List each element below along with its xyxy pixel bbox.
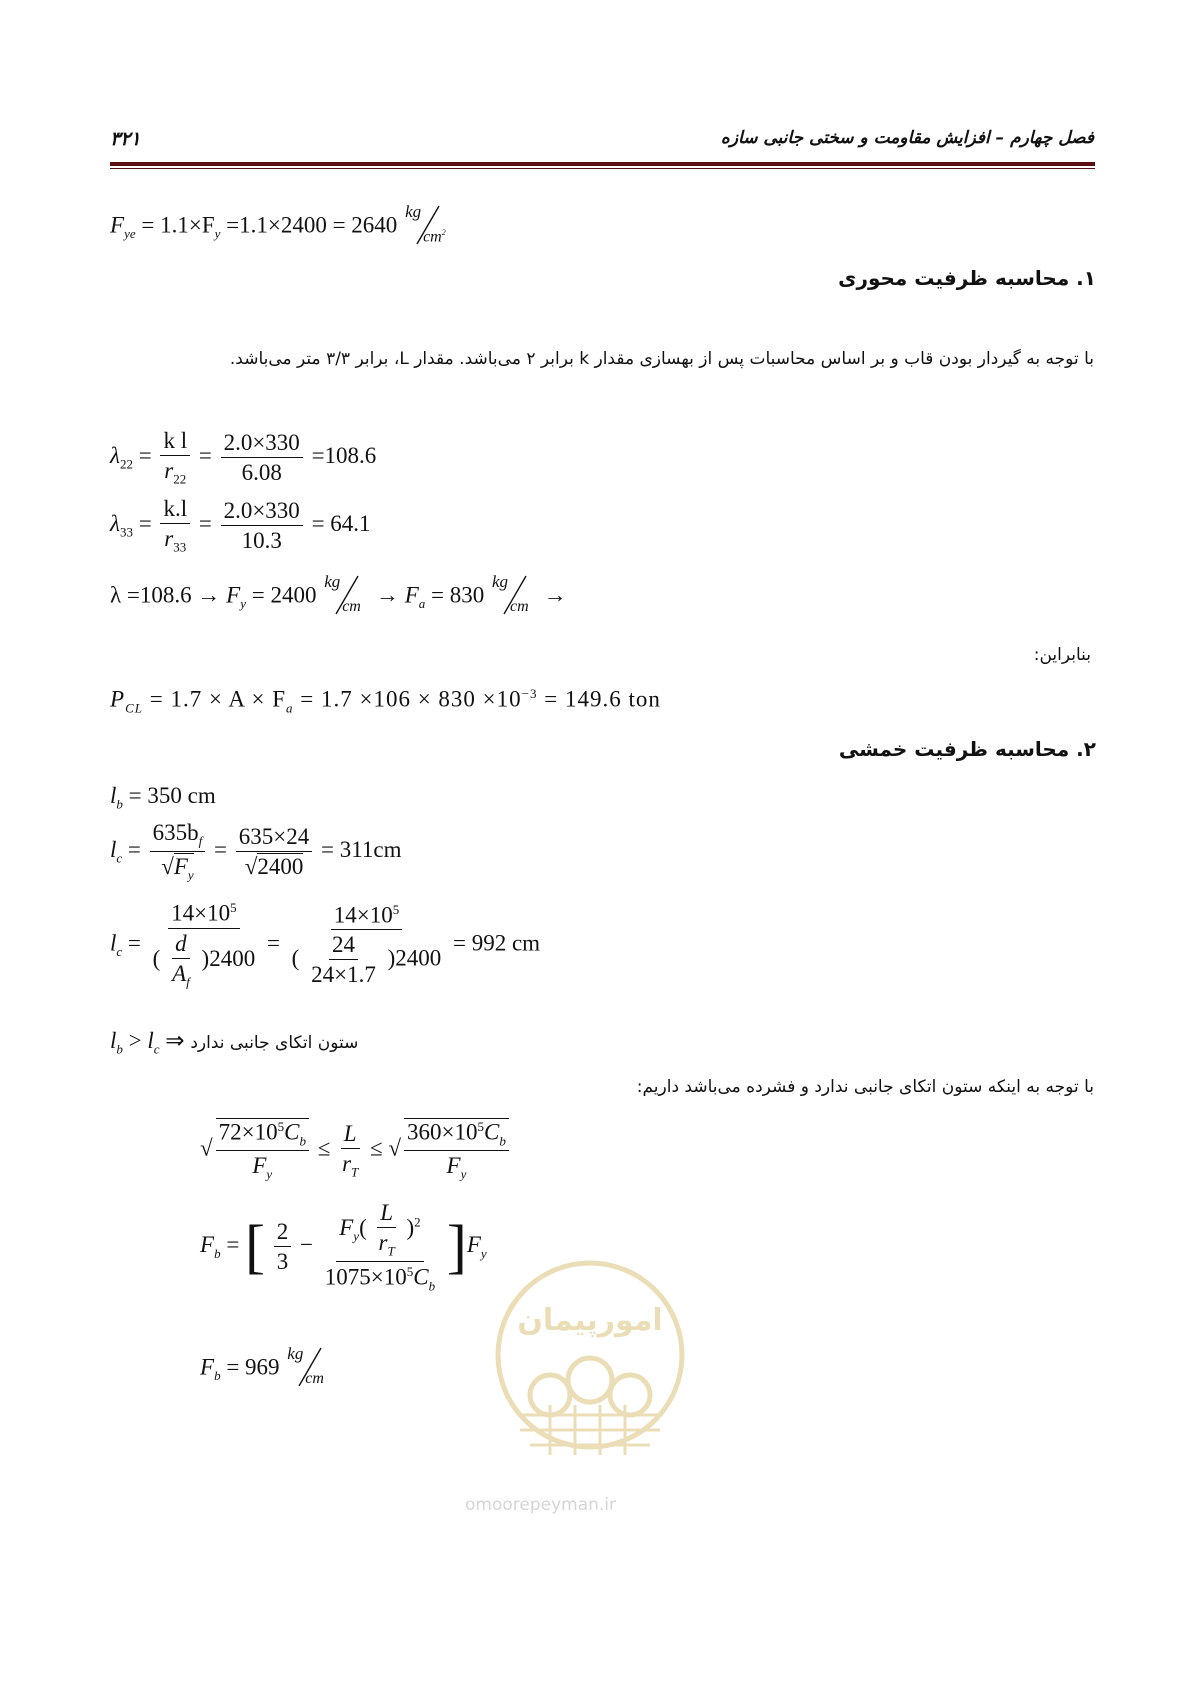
lambda22-equation: $\lambda_{22}$ = $\frac{\text{k l}}{r_{22}}$ = $\frac{2.0\times 330}{6.08}$ =108.6 <box>110 428 377 487</box>
no-bracing-text: ستون اتکای جانبی ندارد <box>190 1033 359 1053</box>
chapter-title: فصل چهارم – افزایش مقاومت و سختی جانبی سازه <box>720 128 1094 148</box>
lambda-chain-equation: $\lambda =108.6 \to F_y = 2400$ kg cm → $F_a = 830$ kg cm → <box>110 572 567 615</box>
pcl-equation: $P_{CL} = 1.7 \times A \times F_a = 1.7 \times 106 \times 830 \times 10^{-3} = 149.6$ ton <box>110 686 661 716</box>
therefore-label: بنابراین: <box>1033 645 1091 665</box>
header-rule <box>110 162 1095 166</box>
paragraph-compact: با توجه به اینکه ستون اتکای جانبی ندارد و فشرده می‌باشد داریم: <box>636 1077 1094 1097</box>
lc-equation-1: $l_c$ = $\frac{635b_f}{√F_y}$ = $\frac{635\times 24}{√2400}$ = 311cm <box>110 820 402 883</box>
lambda33-equation: $\lambda_{33}$ = $\frac{k.l}{r_{33}}$ = $\frac{2.0\times 330}{10.3}$ = 64.1 <box>110 496 371 555</box>
paragraph-k-value: با توجه به گیردار بودن قاب و بر اساس محاسبات پس از بهسازی مقدار k برابر ۲ می‌باشد. مقدار L، برابر ۳/۳ متر می‌باشد. <box>229 349 1094 369</box>
svg-text:امورپیمان: امورپیمان <box>517 1303 663 1338</box>
lb-equation: $l_b = 350$ cm <box>110 783 216 812</box>
header-rule-thin <box>110 168 1095 169</box>
watermark-logo <box>465 1255 690 1525</box>
fye-equation: $F_{ye} = 1.1\times F_y =1.1\times 2400 = 2640$ kg $cm^2$ <box>110 210 451 244</box>
page-number: ۳۲۱ <box>110 128 141 150</box>
lb-gt-lc-line: $l_b > l_c$ ⇒ ستون اتکای جانبی ندارد <box>110 1028 359 1057</box>
section-2-heading: ۲. محاسبه ظرفیت خمشی <box>838 737 1096 761</box>
fb-formula: $F_b$ = [ $\frac{2}{3}$ − $F_y$( $\frac{L}{r_T}$ )$^2$ $1075\times 10^5C_b$ ]$F_y$ <box>200 1200 487 1293</box>
fb-value-equation: $F_b = 969$ kg cm <box>200 1344 324 1387</box>
cb-inequality: √ $\frac{72\times 10^5C_b}{F_y}$ ≤ $\frac{L}{r_T}$ ≤ √ $\frac{360\times 10^5C_b}{F_y}$ <box>200 1118 512 1183</box>
section-1-heading: ۱. محاسبه ظرفیت محوری <box>838 266 1096 290</box>
watermark-url: omoorepeyman.ir <box>465 1495 617 1515</box>
unit-kg-cm2: kg $cm^2$ <box>405 202 446 246</box>
lc-equation-2: $l_c$ = $14\times 10^5$ ( $\frac{d}{A_f}$ )2400 = $14\times 10^5$ ( $\frac{24}{24\times 1.7}$ )2400 = 992 cm <box>110 900 541 990</box>
